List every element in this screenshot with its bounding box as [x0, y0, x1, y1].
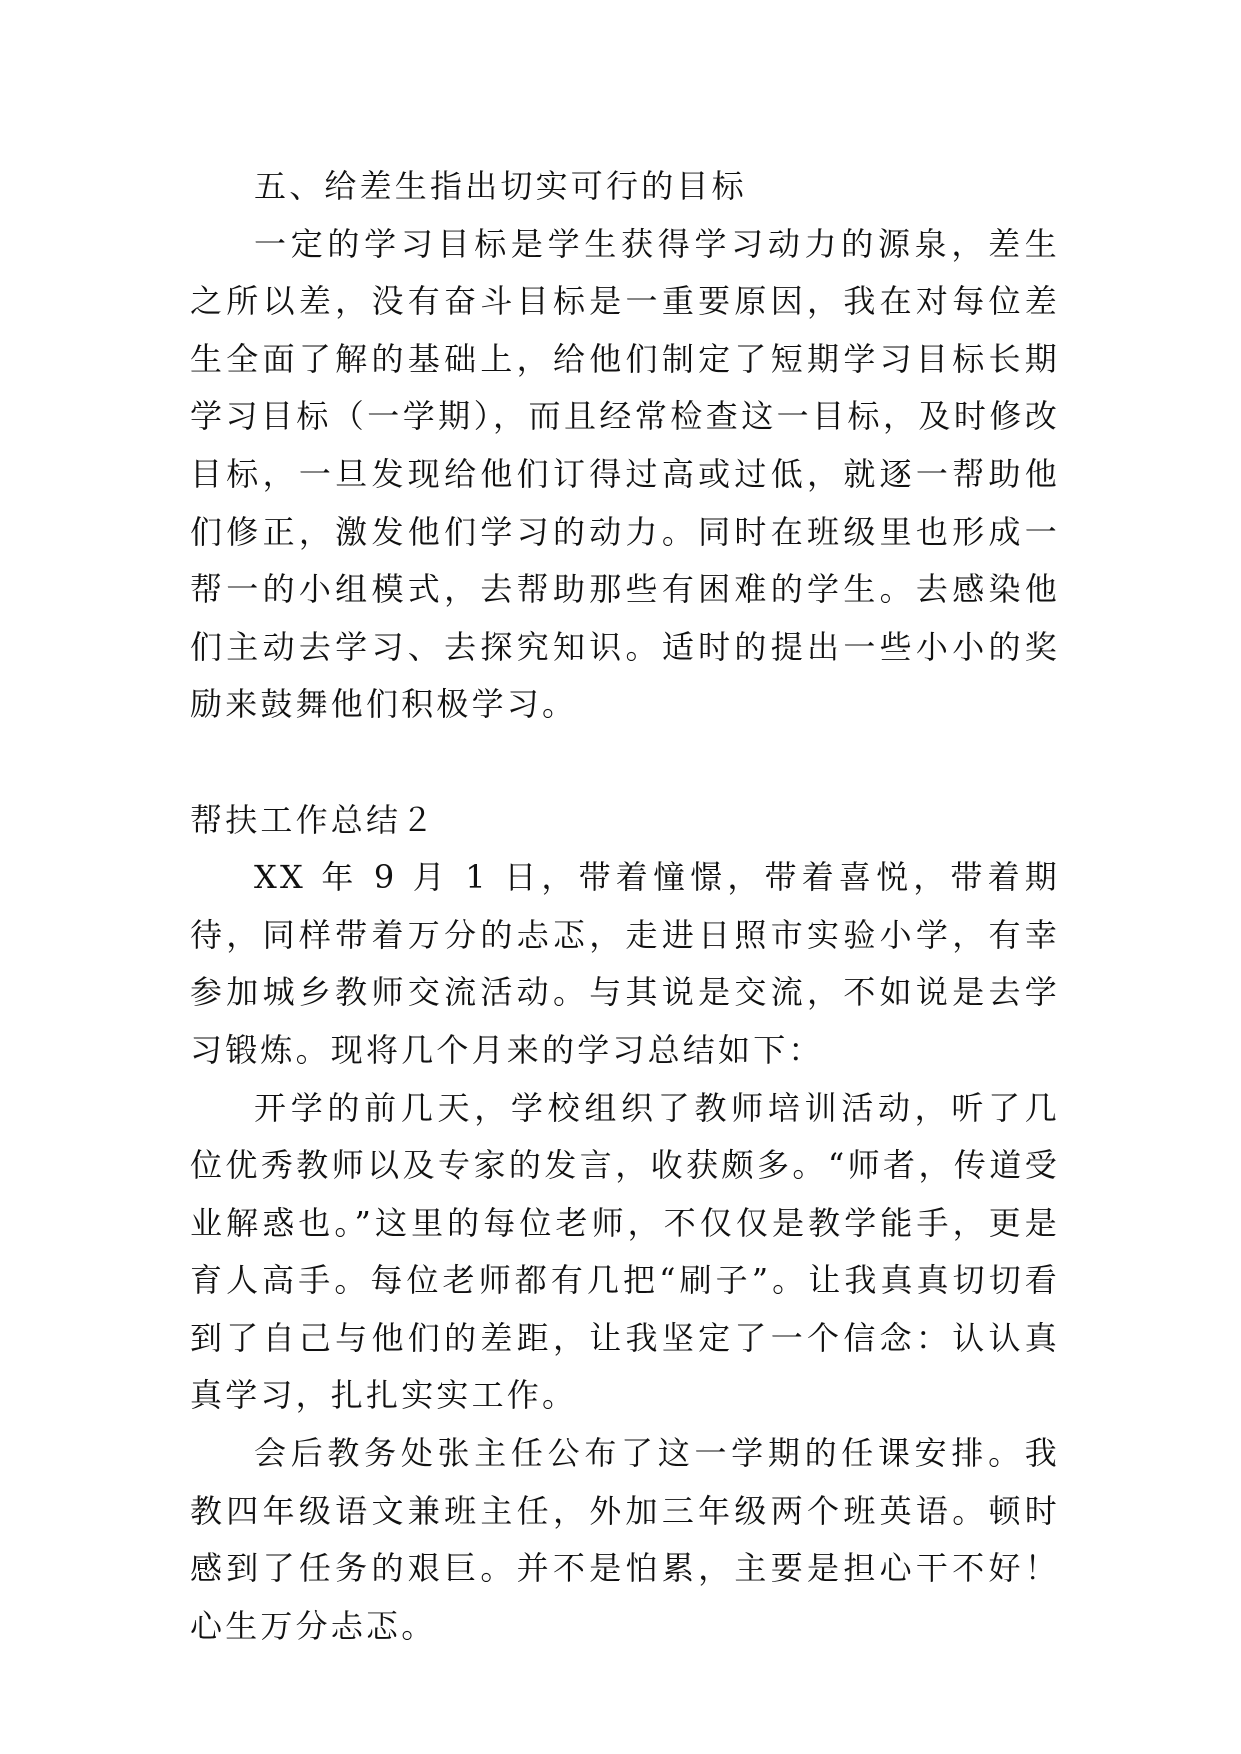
document-title: 帮扶工作总结２	[190, 800, 437, 839]
paragraph: 一定的学习目标是学生获得学习动力的源泉，差生之所以差，没有奋斗目标是一重要原因，我在对每位差生全面了解的基础上，给他们制定了短期学习目标长期学习目标（一学期），而且经常检查这一目标，及时修改目标，一旦发现给他们订得过高或过低，就逐一帮助他们修正，激发他们学习的动力。同时在班级里也形成一帮一的小组模式，去帮助那些有困难的学生。去感染他们主动去学习、去探究知识。适时的提出一些小小的奖励来鼓舞他们积极学习。	[190, 224, 1060, 724]
document-body	[190, 158, 1060, 1655]
paragraph: 会后教务处张主任公布了这一学期的任课安排。我教四年级语文兼班主任，外加三年级两个班英语。顿时感到了任务的艰巨。并不是怕累，主要是担心干不好！心生万分忐忑。	[190, 1434, 1060, 1645]
paragraph: XX 年 9 月 1 日，带着憧憬，带着喜悦，带着期待，同样带着万分的忐忑，走进日照市实验小学，有幸参加城乡教师交流活动。与其说是交流，不如说是去学习锻炼。现将几个月来的学习总结如下：	[190, 858, 1060, 1069]
paragraph: 开学的前几天，学校组织了教师培训活动，听了几位优秀教师以及专家的发言，收获颇多。“师者，传道受业解惑也。”这里的每位老师，不仅仅是教学能手，更是育人高手。每位老师都有几把“刷子”。让我真真切切看到了自己与他们的差距，让我坚定了一个信念：认认真真学习，扎扎实实工作。	[190, 1088, 1060, 1415]
section-heading: 五、给差生指出切实可行的目标	[254, 167, 747, 205]
